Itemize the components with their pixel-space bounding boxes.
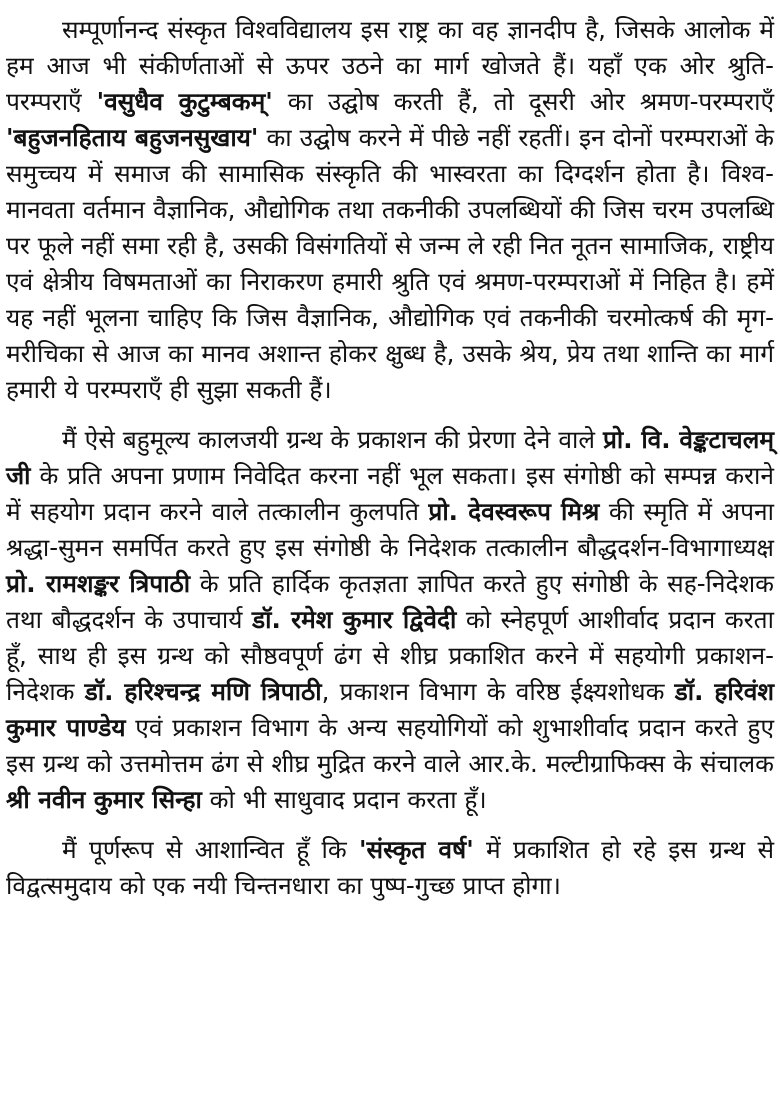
text-span: को स्नेहपूर्ण आशीर्वाद प्रदान करता हूँ, साथ ही इस ग्रन्थ को सौष्ठवपूर्ण ढंग से शीघ्र प्रकाशित करने में सहयोगी प्रकाशन-निदेशक [6,605,774,706]
quote-vasudhaiva-kutumbakam: 'वसुधैव कुटुम्बकम्' [96,87,273,116]
text-span: का उद्घोष करने में पीछे नहीं रहतीं। इन दोनों परम्पराओं के समुच्चय में समाज की सामासिक संस्कृति की भास्वरता का दिग्दर्शन होता है। विश्व-मानवता वर्तमान वैज्ञानिक, औद्योगिक तथा तकनीकी उपलब्धियों की जिस चरम उपलब्धि पर फूले नहीं समा रही है, उसकी विसंगतियों से जन्म ले रही नित नूतन सामाजिक, राष्ट्रीय एवं क्षेत्रीय विषमताओं का निराकरण हमारी श्रुति एवं श्रमण-परम्पराओं में निहित है। हमें यह नहीं भूलना चाहिए कि जिस वैज्ञानिक, औद्योगिक एवं तकनीकी चरमोत्कर्ष की मृग-मरीचिका से आज का मानव अशान्त होकर क्षुब्ध है, उसके श्रेय, प्रेय तथा शान्ति का मार्ग हमारी ये परम्पराएँ ही सुझा सकती हैं। [6,123,774,404]
paragraph-acknowledgements [6,422,774,818]
paragraph-closing-hope [6,832,774,904]
text-span: के प्रति हार्दिक कृतज्ञता ज्ञापित करते हुए संगोष्ठी के सह-निदेशक तथा बौद्धदर्शन के उपाचार्य [6,569,774,634]
name-ramshankar-tripathi: प्रो. रामशङ्कर त्रिपाठी [6,569,191,598]
paragraph-university-traditions [6,12,774,408]
text-span: का उद्घोष करती हैं, तो दूसरी ओर श्रमण-परम्पराएँ [272,87,774,116]
text-span: मैं ऐसे बहुमूल्य कालजयी ग्रन्थ के प्रकाशन की प्रेरणा देने वाले [62,425,603,454]
name-v-venkatachalam: प्रो. वि. वेङ्कटाचलम् जी [6,425,774,490]
text-span: में प्रकाशित हो रहे इस ग्रन्थ से विद्वत्समुदाय को एक नयी चिन्तनधारा का पुष्प-गुच्छ प्राप्त होगा। [6,835,775,900]
text-span: मैं पूर्णरूप से आशान्वित हूँ कि [62,835,360,864]
name-naveen-kumar-sinha: श्री नवीन कुमार सिन्हा [6,785,202,814]
text-span: की स्मृति में अपना श्रद्धा-सुमन समर्पित करते हुए इस संगोष्ठी के निदेशक तत्कालीन बौद्धदर्शन-विभागाध्यक्ष [6,497,774,562]
text-span: के प्रति अपना प्रणाम निवेदित करना नहीं भूल सकता। इस संगोष्ठी को सम्पन्न कराने में सहयोग प्रदान करने वाले तत्कालीन कुलपति [6,461,774,526]
text-span: , प्रकाशन विभाग के वरिष्ठ ईक्ष्यशोधक [321,677,675,706]
quote-bahujanahitaya: 'बहुजनहिताय बहुजनसुखाय' [6,123,259,152]
name-harivansh-kumar-pandey: डॉ. हरिवंश कुमार पाण्डेय [6,677,774,742]
text-span: को भी साधुवाद प्रदान करता हूँ। [201,785,487,814]
text-span: एवं प्रकाशन विभाग के अन्य सहयोगियों को शुभाशीर्वाद प्रदान करते हुए इस ग्रन्थ को उत्तमोत्तम ढंग से शीघ्र मुद्रित करने वाले आर.के. मल्टीग्राफिक्स के संचालक [6,713,774,778]
name-ramesh-kumar-dwivedi: डॉ. रमेश कुमार द्विवेदी [252,605,457,634]
name-harishchandra-mani-tripathi: डॉ. हरिश्चन्द्र मणि त्रिपाठी [84,677,322,706]
quote-sanskrit-varsh: 'संस्कृत वर्ष' [359,835,474,864]
name-devswaroop-mishra: प्रो. देवस्वरूप मिश्र [428,497,600,526]
text-span: सम्पूर्णानन्द संस्कृत विश्वविद्यालय इस राष्ट्र का वह ज्ञानदीप है, जिसके आलोक में हम आज भी संकीर्णताओं से ऊपर उठने का मार्ग खोजते हैं। यहाँ एक ओर श्रुति-परम्पराएँ [6,15,774,116]
